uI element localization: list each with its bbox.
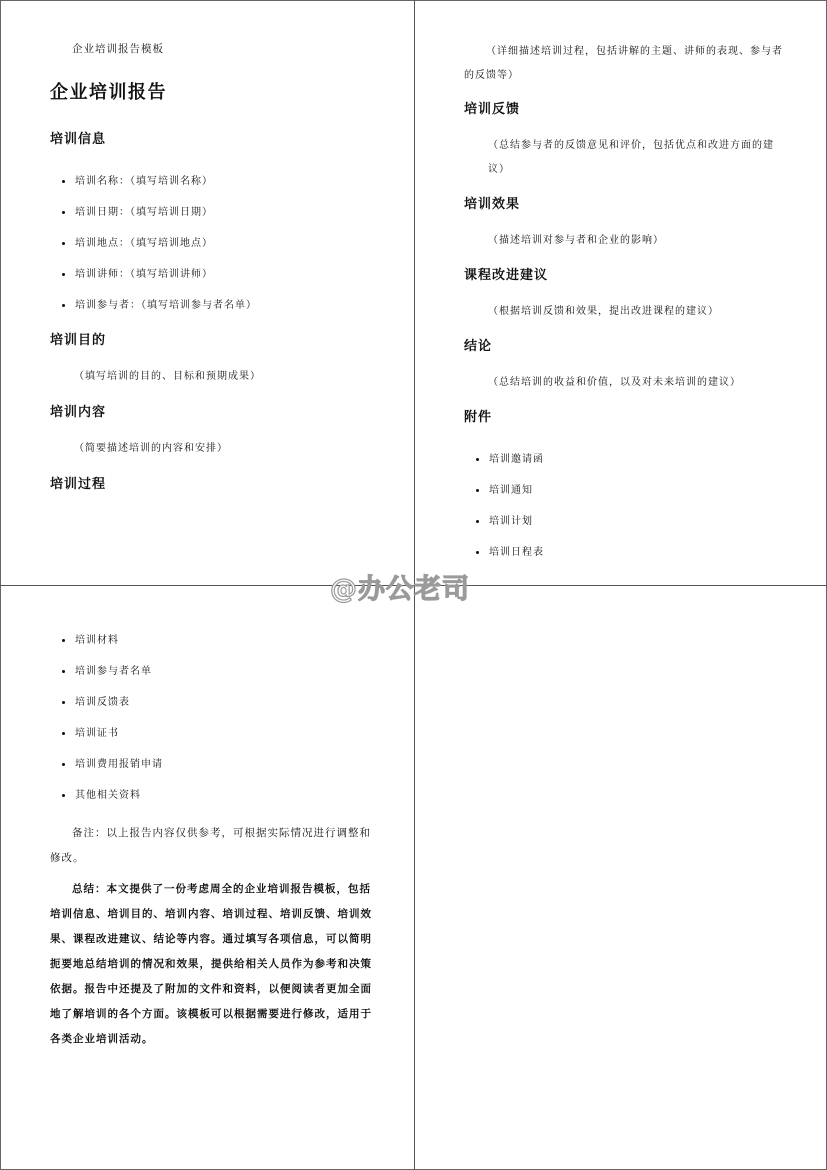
list-item: 培训邀请函 [464,444,789,475]
improvement-text: （根据培训反馈和效果，提出改进课程的建议） [488,306,719,317]
list-item: 培训反馈表 [50,687,380,718]
attachments-list-continued [50,625,380,811]
page-1 [50,40,390,495]
document-title: 企业培训报告 [50,82,167,103]
list-item: 培训名称：（填写培训名称） [50,166,390,197]
list-item: 培训讲师：（填写培训讲师） [50,259,390,290]
list-item: 培训证书 [50,718,380,749]
section-heading-effect: 培训效果 [464,197,521,212]
section-heading-conclusion: 结论 [464,339,493,354]
content-text: （简要描述培训的内容和安排） [74,443,228,454]
list-item: 其他相关资料 [50,780,380,811]
list-item: 培训日期：（填写培训日期） [50,197,390,228]
section-heading-process: 培训过程 [50,477,107,492]
list-item: 培训参与者：（填写培训参与者名单） [50,290,390,321]
feedback-text: （总结参与者的反馈意见和评价，包括优点和改进方面的建议） [488,140,774,175]
process-text [464,40,789,88]
watermark: @办公老司 [330,574,470,605]
section-heading-content: 培训内容 [50,405,107,420]
section-heading-purpose: 培训目的 [50,333,107,348]
section-heading-info: 培训信息 [50,132,107,147]
page-2 [464,40,789,568]
list-item: 培训通知 [464,475,789,506]
summary-paragraph: 总结：本文提供了一份考虑周全的企业培训报告模板，包括培训信息、培训目的、培训内容、培训过程、培训反馈、培训效果、课程改进建议、结论等内容。通过填写各项信息，可以简明扼要地总结培训的情况和效果，提供给相关人员作为参考和决策依据。报告中还提及了附加的文件和资料，以便阅读者更加全面地了解培训的各个方面。该模板可以根据需要进行修改，适用于各类企业培训活动。 [50,883,372,1045]
attachments-list [464,444,789,568]
list-item: 培训材料 [50,625,380,656]
page-3 [50,625,380,1052]
list-item: 培训计划 [464,506,789,537]
section-heading-attachments: 附件 [464,410,493,425]
purpose-text: （填写培训的目的、目标和预期成果） [74,371,261,382]
training-info-list [50,166,390,321]
conclusion-text: （总结培训的收益和价值，以及对未来培训的建议） [488,377,741,388]
document-header: 企业培训报告模板 [72,43,164,55]
note-paragraph: 备注：以上报告内容仅供参考，可根据实际情况进行调整和修改。 [50,827,371,864]
process-text-line-1: （详细描述培训过程，包括讲解的主题、讲师的表现、参与者 [486,46,783,57]
list-item: 培训参与者名单 [50,656,380,687]
process-text-line-2: 的反馈等） [464,70,519,81]
list-item: 培训日程表 [464,537,789,568]
section-heading-improvement: 课程改进建议 [464,268,549,283]
effect-text: （描述培训对参与者和企业的影响） [488,235,664,246]
list-item: 培训地点：（填写培训地点） [50,228,390,259]
list-item: 培训费用报销申请 [50,749,380,780]
section-heading-feedback: 培训反馈 [464,102,521,117]
